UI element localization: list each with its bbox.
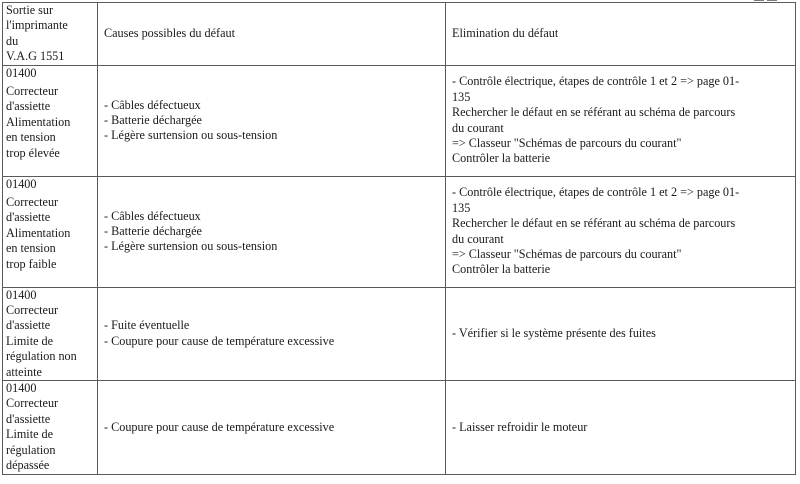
document-page	[2, 2, 795, 480]
table-row	[3, 287, 796, 380]
fault-code: 01400	[6, 176, 37, 191]
causes-cell: - Fuite éventuelle - Coupure pour cause de température excessive	[98, 287, 446, 380]
fault-code: 01400	[6, 287, 37, 302]
causes-cell: - Câbles défectueux - Batterie déchargée - Légère surtension ou sous-tension	[98, 65, 446, 176]
fault-code: 01400	[6, 65, 37, 80]
remedy-cell: - Laisser refroidir le moteur	[446, 381, 796, 474]
remedy-cell: - Vérifier si le système présente des fuites	[446, 287, 796, 380]
fault-code: 01400	[6, 381, 37, 396]
fault-code-cell: 01400 Correcteur d'assiette Limite de régulation non atteinte	[3, 287, 98, 380]
causes-cell: - Coupure pour cause de température excessive	[98, 381, 446, 474]
remedy-cell: - Contrôle électrique, étapes de contrôle 1 et 2 => page 01- 135 Rechercher le défaut en se référant au schéma de parcours du courant => Classeur "Schémas de parcours du courant" Contrôler la batterie	[446, 65, 796, 176]
header-causes: Causes possibles du défaut	[98, 3, 446, 66]
fault-code-cell: 01400 Correcteur d'assiette Limite de régulation dépassée	[3, 381, 98, 474]
remedy-cell: - Contrôle électrique, étapes de contrôle 1 et 2 => page 01- 135 Rechercher le défaut en se référant au schéma de parcours du courant => Classeur "Schémas de parcours du courant" Contrôler la batterie	[446, 176, 796, 287]
window-edge-marks	[751, 0, 791, 3]
fault-code-cell: 01400 Correcteur d'assiette Alimentation en tension trop faible	[3, 176, 98, 287]
table-header-row	[3, 3, 796, 66]
causes-cell: - Câbles défectueux - Batterie déchargée - Légère surtension ou sous-tension	[98, 176, 446, 287]
fault-code-cell: 01400 Correcteur d'assiette Alimentation en tension trop élevée	[3, 65, 98, 176]
table-row	[3, 176, 796, 287]
fault-table	[2, 2, 796, 475]
table-row	[3, 65, 796, 176]
header-remedy: Elimination du défaut	[446, 3, 796, 66]
header-printer-output: Sortie sur l'imprimante du V.A.G 1551	[3, 3, 98, 66]
table-row	[3, 381, 796, 474]
